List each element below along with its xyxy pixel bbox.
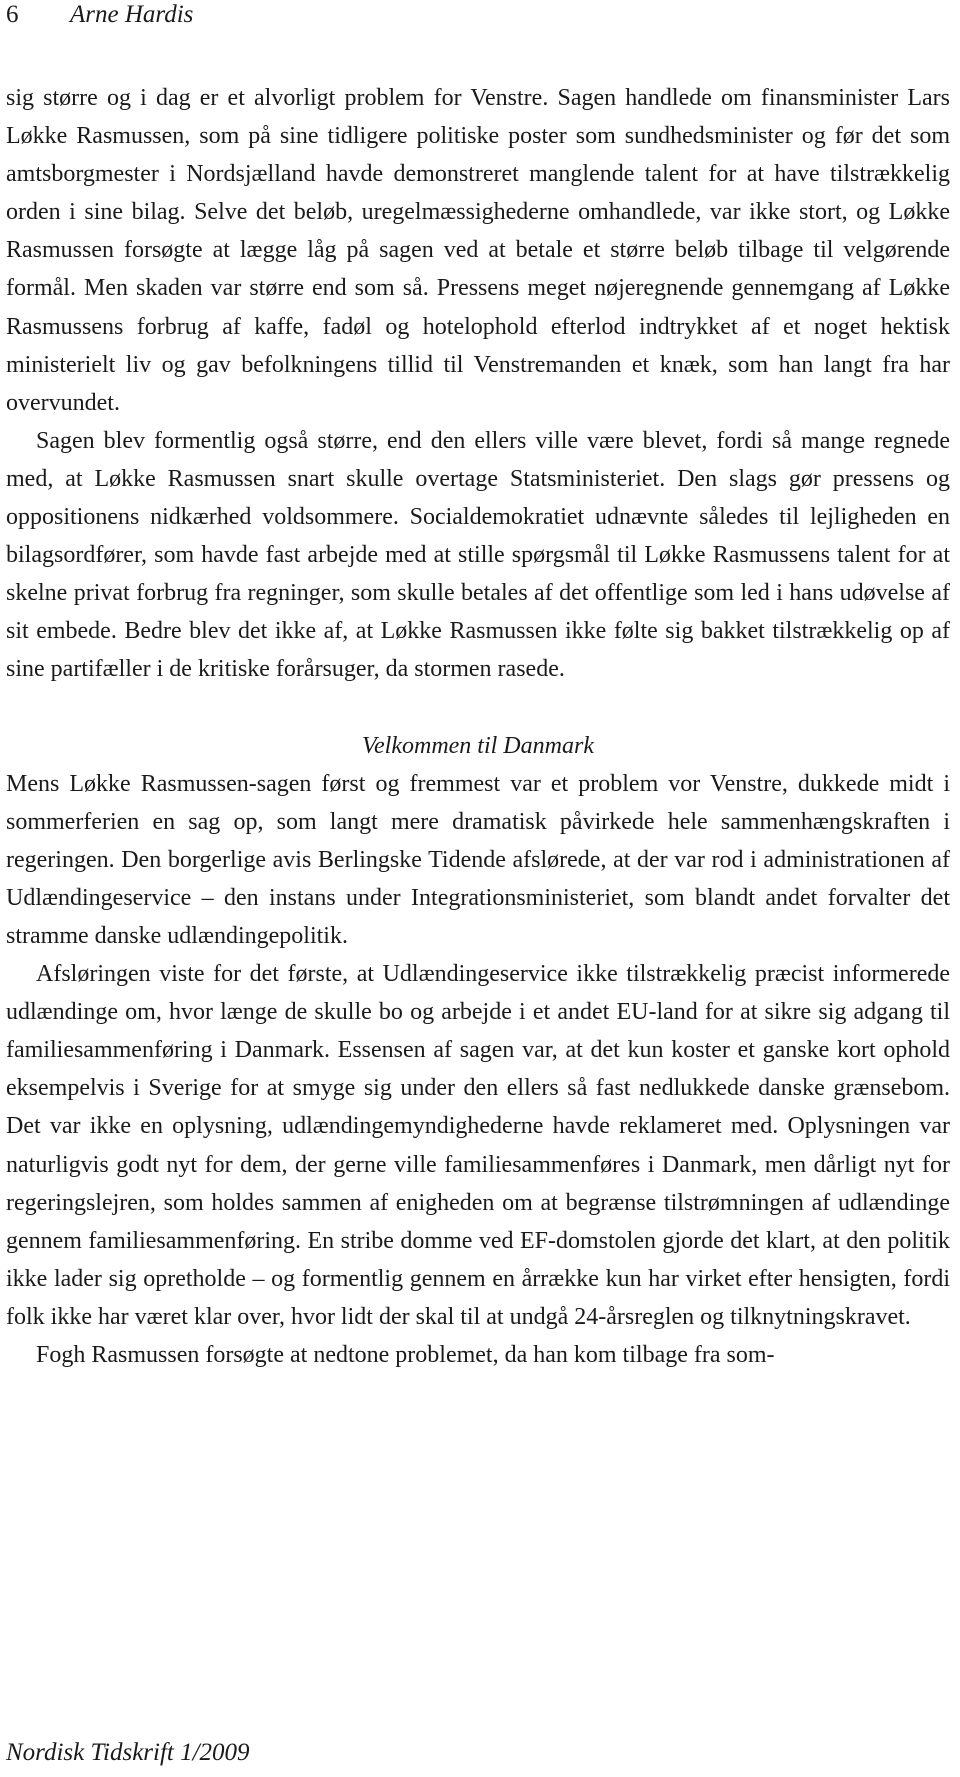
body-paragraph: Mens Løkke Rasmussen-sagen først og fremmest var et problem vor Venstre, dukkede midt i sommerferien en sag op, som langt mere dramatisk påvirkede hele sammenhængskraften i regeringen. Den borgerlige avis Berlingske Tidende afslørede, at der var rod i administrationen af Udlændingeservice – den instans under Integrationsministeriet, som blandt andet forvalter det stramme danske udlændingepolitik. — [6, 770, 950, 949]
section-heading: Velkommen til Danmark — [362, 732, 594, 759]
running-head-author: Arne Hardis — [70, 1, 194, 28]
body-paragraph: sig større og i dag er et alvorligt problem for Venstre. Sagen handlede om finansminister Lars Løkke Rasmussen, som på sine tidligere politiske poster som sundhedsminister og før det som amtsborgmester i Nordsjælland havde demonstreret manglende talent for at have tilstrækkelig orden i sine bilag. Selve det beløb, uregelmæssighederne omhandlede, var ikke stort, og Løkke Rasmussen forsøgte at lægge låg på sagen ved at betale et større beløb tilbage til velgørende formål. Men skaden var større end som så. Pressens meget nøjeregnende gennemgang af Løkke Rasmussens forbrug af kaffe, fadøl og hotelophold efterlod indtrykket af et noget hektisk ministerielt liv og gav befolkningens tillid til Venstremanden et knæk, som han langt fra har overvundet. — [6, 85, 950, 416]
page-number: 6 — [6, 1, 19, 28]
journal-footer: Nordisk Tidskrift 1/2009 — [6, 1739, 250, 1766]
body-paragraph: Afsløringen viste for det første, at Udlændingeservice ikke tilstrækkelig præcist informerede udlændinge om, hvor længe de skulle bo og arbejde i et andet EU-land for at sikre sig adgang til familiesammenføring i Danmark. Essensen af sagen var, at det kun koster et ganske kort ophold eksempelvis i Sverige for at smyge sig under den ellers så fast nedlukkede danske grænsebom. Det var ikke en oplysning, udlændingemyndighederne havde reklameret med. Oplysningen var naturligvis godt nyt for dem, der gerne ville familiesammenføres i Danmark, men dårligt nyt for regeringslejren, som holdes sammen af enigheden om at begrænse tilstrømningen af udlændinge gennem familiesammenføring. En stribe domme ved EF-domstolen gjorde det klart, at den politik ikke lader sig opretholde – og formentlig gennem en årrække kun har virket efter hensigten, fordi folk ikke har været klar over, hvor lidt der skal til at undgå 24-årsreglen og tilknytningskravet. — [6, 961, 950, 1330]
body-paragraph: Fogh Rasmussen forsøgte at nedtone problemet, da han kom tilbage fra som- — [36, 1342, 775, 1368]
body-text — [6, 79, 950, 1374]
running-head — [6, 0, 193, 30]
body-paragraph: Sagen blev formentlig også større, end den ellers ville være blevet, fordi så mange regnede med, at Løkke Rasmussen snart skulle overtage Statsministeriet. Den slags gør pressens og oppositionens nidkærhed voldsommere. Socialdemokratiet udnævnte således til lejligheden en bilagsordfører, som havde fast arbejde med at stille spørgsmål til Løkke Rasmussens talent for at skelne privat forbrug fra regninger, som skulle betales af det offentlige som led i hans udøvelse af sit embede. Bedre blev det ikke af, at Løkke Rasmussen ikke følte sig bakket tilstrækkelig op af sine partifæller i de kritiske forårsuger, da stormen rasede. — [6, 427, 950, 683]
